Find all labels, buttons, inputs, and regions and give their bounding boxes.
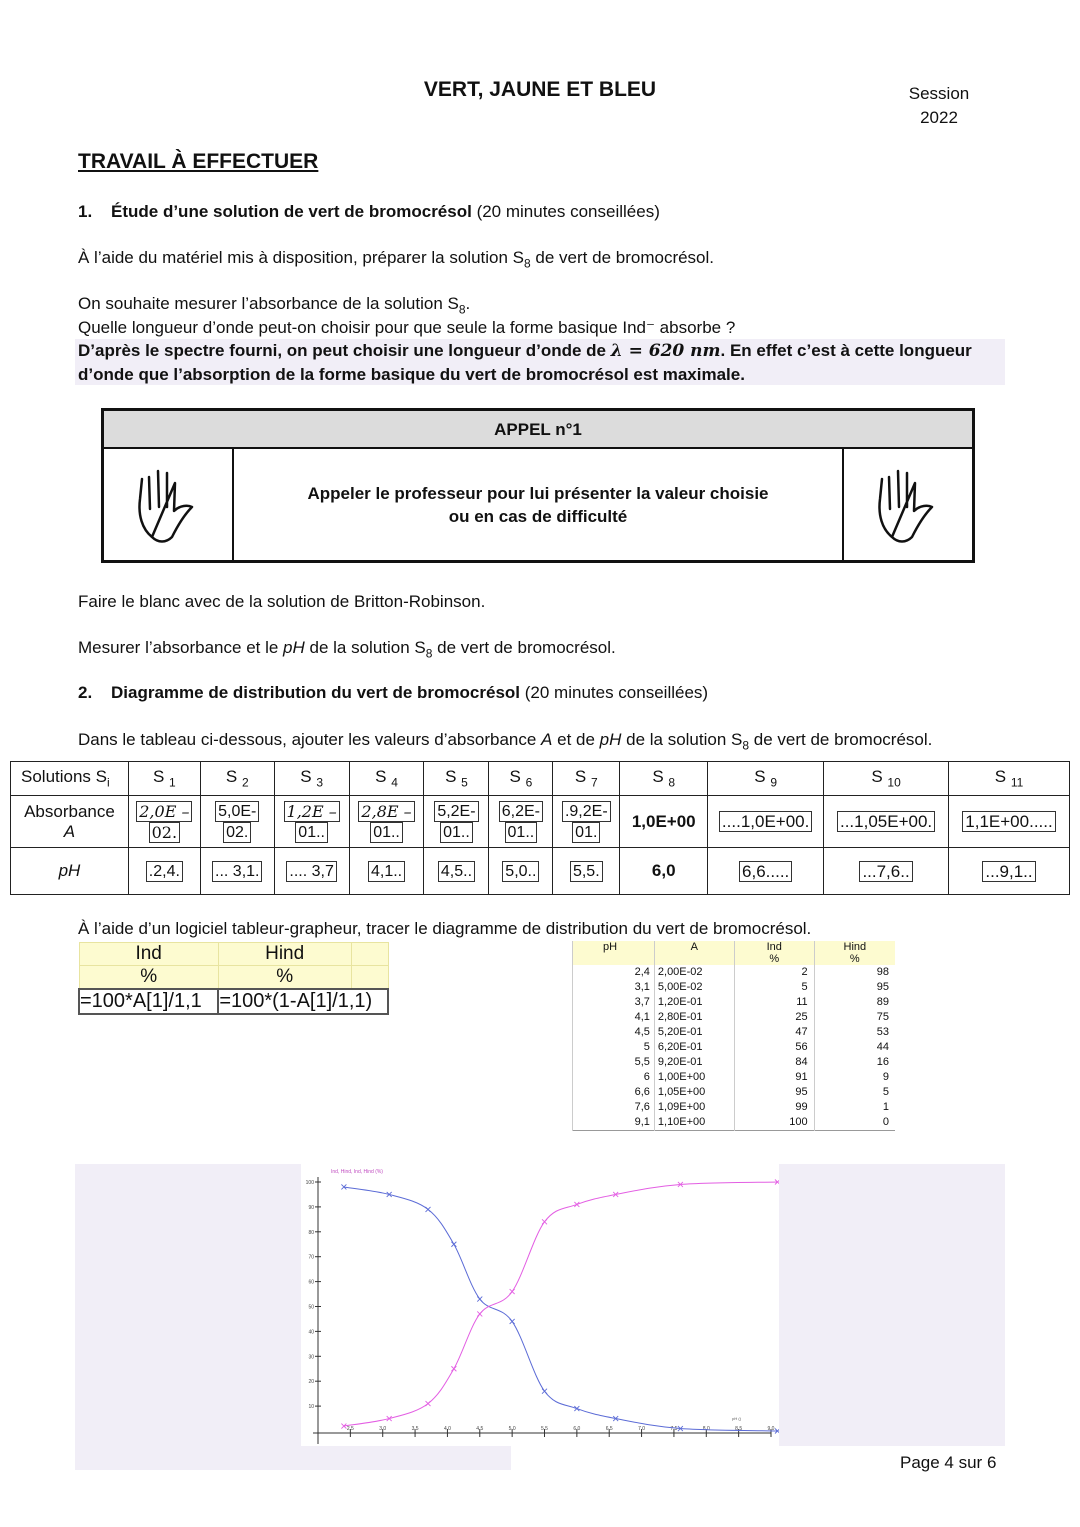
x-tick-label: 9,0	[767, 1426, 775, 1432]
ph-cell: .... 3,7	[274, 848, 349, 895]
y-tick-label: 50	[308, 1304, 314, 1311]
appel-title: APPEL n°1	[104, 411, 972, 449]
table-cell: 9,1	[573, 1115, 655, 1131]
table-cell: 44	[814, 1040, 895, 1055]
absorbance-cell: ....1,0E+00.	[708, 796, 824, 848]
data-point-ind	[542, 1219, 547, 1224]
appel-right-cell	[842, 449, 972, 560]
table-cell: 56	[734, 1040, 814, 1055]
solution-header: S $_2$	[200, 762, 274, 796]
chart-legend: Ind, Hind, Ind, Hind (%)	[331, 1169, 383, 1175]
ph-cell: ... 3,1.	[200, 848, 274, 895]
table-cell: 1,20E-01	[654, 995, 734, 1010]
table-cell: 1,00E+00	[654, 1070, 734, 1085]
table-cell: 5	[814, 1085, 895, 1100]
part1-paragraph-2: On souhaite mesurer l’absorbance de la solution $S_8$.	[78, 294, 471, 317]
solution-header: S $_7$	[553, 762, 620, 796]
ph-cell: 4,5..	[424, 848, 489, 895]
hand-icon	[104, 449, 232, 563]
table-cell: 100	[734, 1115, 814, 1131]
ind-formula-cell[interactable]: =100*A[1]/1,1	[79, 989, 218, 1014]
appel-text: Appeler le professeur pour lui présenter la valeur choisie ou en cas de difficulté	[307, 483, 769, 526]
graph-area	[301, 1164, 779, 1446]
table-cell: 4,1	[573, 1010, 655, 1025]
table-cell: 84	[734, 1055, 814, 1070]
x-tick-label: 4,5	[476, 1426, 484, 1432]
blanc-instruction: Faire le blanc avec de la solution de Britton-Robinson.	[78, 592, 486, 611]
table-cell: 2,00E-02	[654, 965, 734, 980]
part1-heading: 1. Étude d’une solution de vert de bromocrésol (20 minutes conseillées)	[78, 202, 660, 221]
solution-header: S $_1$	[128, 762, 200, 796]
table-row-ph	[11, 848, 1070, 895]
table-row	[573, 1100, 896, 1115]
table-cell: 95	[734, 1085, 814, 1100]
ph-cell: 6,0	[620, 848, 708, 895]
ph-cell: 4,1..	[349, 848, 424, 895]
row-header-ph: pH	[11, 848, 129, 895]
table-cell: 9	[814, 1070, 895, 1085]
data-table	[572, 941, 895, 1131]
table-row	[573, 995, 896, 1010]
table-cell: 16	[814, 1055, 895, 1070]
table-cell: 3,7	[573, 995, 655, 1010]
table-cell: 6,6	[573, 1085, 655, 1100]
absorbance-cell: 1,0E+00	[620, 796, 708, 848]
absorbance-cell: 2,8E – 01..	[349, 796, 424, 848]
data-point-hind	[451, 1242, 456, 1247]
appel-box	[101, 408, 975, 563]
table-cell: 2,4	[573, 965, 655, 980]
absorbance-cell: 1,1E+00.....	[949, 796, 1070, 848]
part2-instruction: Dans le tableau ci-dessous, ajouter les valeurs d’absorbance A et de pH de la solution $S_8$ de vert de bromocrésol.	[78, 730, 933, 753]
appel-left-cell	[104, 449, 234, 560]
ph-cell: 5,5.	[553, 848, 620, 895]
ph-cell: 6,6.....	[708, 848, 824, 895]
data-point-ind	[426, 1401, 431, 1406]
data-table-header: pH A Ind Hind	[573, 941, 896, 953]
solution-header: S $_6$	[489, 762, 553, 796]
hind-header: Hind	[218, 943, 351, 966]
table-row	[573, 1055, 896, 1070]
table-cell: 1	[814, 1100, 895, 1115]
part1-answer: D’après le spectre fourni, on peut choisir une longueur d’onde de λ = 620 nm. En effet c’est à cette longueur d’onde que l’absorption de la forme basique du vert de bromocrésol est maximale.	[75, 339, 1005, 385]
y-tick-label: 70	[308, 1254, 314, 1261]
x-tick-label: 8,0	[702, 1426, 710, 1432]
table-cell: 47	[734, 1025, 814, 1040]
data-point-hind	[510, 1319, 515, 1324]
part1-paragraph-1: À l’aide du matériel mis à disposition, préparer la solution $S_8$ de vert de bromocrésol.	[78, 248, 715, 271]
table-cell: 1,09E+00	[654, 1100, 734, 1115]
x-tick-label: 8,5	[735, 1426, 743, 1432]
table-cell: 3,1	[573, 980, 655, 995]
x-tick-label: 3,5	[411, 1426, 419, 1432]
y-tick-label: 60	[308, 1279, 314, 1286]
ph-cell: ...7,6..	[824, 848, 949, 895]
data-point-hind	[542, 1389, 547, 1394]
formula-table	[78, 942, 389, 1015]
row-header-solutions: Solutions $S_i$	[11, 762, 129, 796]
x-tick-label: 4,0	[443, 1426, 451, 1432]
absorbance-cell: 6,2E- 01..	[489, 796, 553, 848]
solution-header: S $_3$	[274, 762, 349, 796]
table-cell: 11	[734, 995, 814, 1010]
table-cell: 0	[814, 1115, 895, 1131]
table-cell: 2,80E-01	[654, 1010, 734, 1025]
table-cell: 25	[734, 1010, 814, 1025]
data-point-hind	[426, 1207, 431, 1212]
solution-header: S $_{11}$	[949, 762, 1070, 796]
table-cell: 53	[814, 1025, 895, 1040]
x-tick-label: 7,0	[638, 1426, 646, 1432]
data-point-ind	[451, 1366, 456, 1371]
table-row	[573, 1085, 896, 1100]
table-cell: 6,20E-01	[654, 1040, 734, 1055]
ind-header: Ind	[79, 943, 218, 966]
y-tick-label: 40	[308, 1329, 314, 1336]
part1-question: Quelle longueur d’onde peut-on choisir pour que seule la forme basique Ind⁻ absorbe ?	[78, 318, 736, 337]
x-axis-label: pH ()	[732, 1416, 742, 1421]
solution-header: S $_4$	[349, 762, 424, 796]
ph-cell: ...9,1..	[949, 848, 1070, 895]
y-tick-label: 30	[308, 1354, 314, 1361]
page-title: VERT, JAUNE ET BLEU	[423, 78, 657, 101]
part2-heading: 2. Diagramme de distribution du vert de bromocrésol (20 minutes conseillées)	[78, 683, 709, 702]
solution-header: S $_5$	[424, 762, 489, 796]
x-tick-label: 3,0	[379, 1426, 387, 1432]
table-cell: 89	[814, 995, 895, 1010]
hind-formula-cell[interactable]: =100*(1-A[1]/1,1)	[218, 989, 388, 1014]
series-line-hind	[344, 1187, 778, 1431]
table-cell: 1,05E+00	[654, 1085, 734, 1100]
hind-unit: %	[218, 966, 351, 990]
data-point-ind	[510, 1289, 515, 1294]
table-row	[573, 1025, 896, 1040]
table-cell: 5,00E-02	[654, 980, 734, 995]
table-cell: 9,20E-01	[654, 1055, 734, 1070]
x-tick-label: 7,5	[670, 1426, 678, 1432]
table-row	[573, 1070, 896, 1085]
distribution-chart	[301, 1164, 779, 1446]
table-row	[573, 1040, 896, 1055]
table-cell: 5	[734, 980, 814, 995]
x-tick-label: 5,0	[508, 1426, 516, 1432]
table-cell: 5	[573, 1040, 655, 1055]
session-label: Session 2022	[908, 84, 970, 127]
x-tick-label: 6,5	[605, 1426, 613, 1432]
absorbance-cell: 1,2E – 01..	[274, 796, 349, 848]
table-cell: 91	[734, 1070, 814, 1085]
data-point-ind	[574, 1202, 579, 1207]
table-cell: 99	[734, 1100, 814, 1115]
data-point-hind	[477, 1297, 482, 1302]
measurements-table	[10, 761, 1070, 895]
solution-header: S $_9$	[708, 762, 824, 796]
x-tick-label: 2,5	[346, 1426, 354, 1432]
section-title: TRAVAIL À EFFECTUER	[78, 150, 319, 173]
ph-cell: .2,4.	[128, 848, 200, 895]
absorbance-cell: ...1,05E+00.	[824, 796, 949, 848]
table-row	[573, 980, 896, 995]
table-row	[573, 1115, 896, 1131]
data-table-units: % %	[573, 953, 896, 965]
table-cell: 4,5	[573, 1025, 655, 1040]
x-tick-label: 5,5	[541, 1426, 548, 1432]
absorbance-cell: 5,0E- 02.	[200, 796, 274, 848]
measure-instruction: Mesurer l’absorbance et le pH de la solution $S_8$ de vert de bromocrésol.	[78, 638, 616, 661]
absorbance-cell: 5,2E- 01..	[424, 796, 489, 848]
table-cell: 95	[814, 980, 895, 995]
page-number: Page 4 sur 6	[900, 1453, 997, 1472]
absorbance-cell: .9,2E- 01.	[553, 796, 620, 848]
table-cell: 98	[814, 965, 895, 980]
table-row	[573, 1010, 896, 1025]
table-row-solutions	[11, 762, 1070, 796]
data-table-body	[573, 965, 896, 1131]
y-tick-label: 10	[308, 1404, 314, 1411]
table-cell: 6	[573, 1070, 655, 1085]
table-cell: 1,10E+00	[654, 1115, 734, 1131]
data-point-hind	[574, 1406, 579, 1411]
table-cell: 7,6	[573, 1100, 655, 1115]
hand-icon	[844, 449, 972, 563]
table-cell: 5,5	[573, 1055, 655, 1070]
table-row-absorbance	[11, 796, 1070, 848]
ph-cell: 5,0..	[489, 848, 553, 895]
row-header-absorbance: Absorbance A	[11, 796, 129, 848]
y-tick-label: 100	[305, 1180, 314, 1186]
table-cell: 2	[734, 965, 814, 980]
y-tick-label: 90	[308, 1204, 314, 1211]
table-cell: 5,20E-01	[654, 1025, 734, 1040]
tableur-instruction: À l’aide d’un logiciel tableur-grapheur, tracer le diagramme de distribution du vert de bromocrésol.	[78, 919, 812, 938]
ind-unit: %	[79, 966, 218, 990]
solution-header: S $_8$	[620, 762, 708, 796]
table-row	[573, 965, 896, 980]
y-tick-label: 80	[308, 1229, 314, 1236]
y-tick-label: 20	[308, 1379, 314, 1386]
series-line-ind	[344, 1182, 778, 1426]
absorbance-cell: 2,0E – 02.	[128, 796, 200, 848]
data-point-ind	[477, 1311, 482, 1316]
table-cell: 75	[814, 1010, 895, 1025]
x-tick-label: 6,0	[573, 1426, 581, 1432]
solution-header: S $_{10}$	[824, 762, 949, 796]
